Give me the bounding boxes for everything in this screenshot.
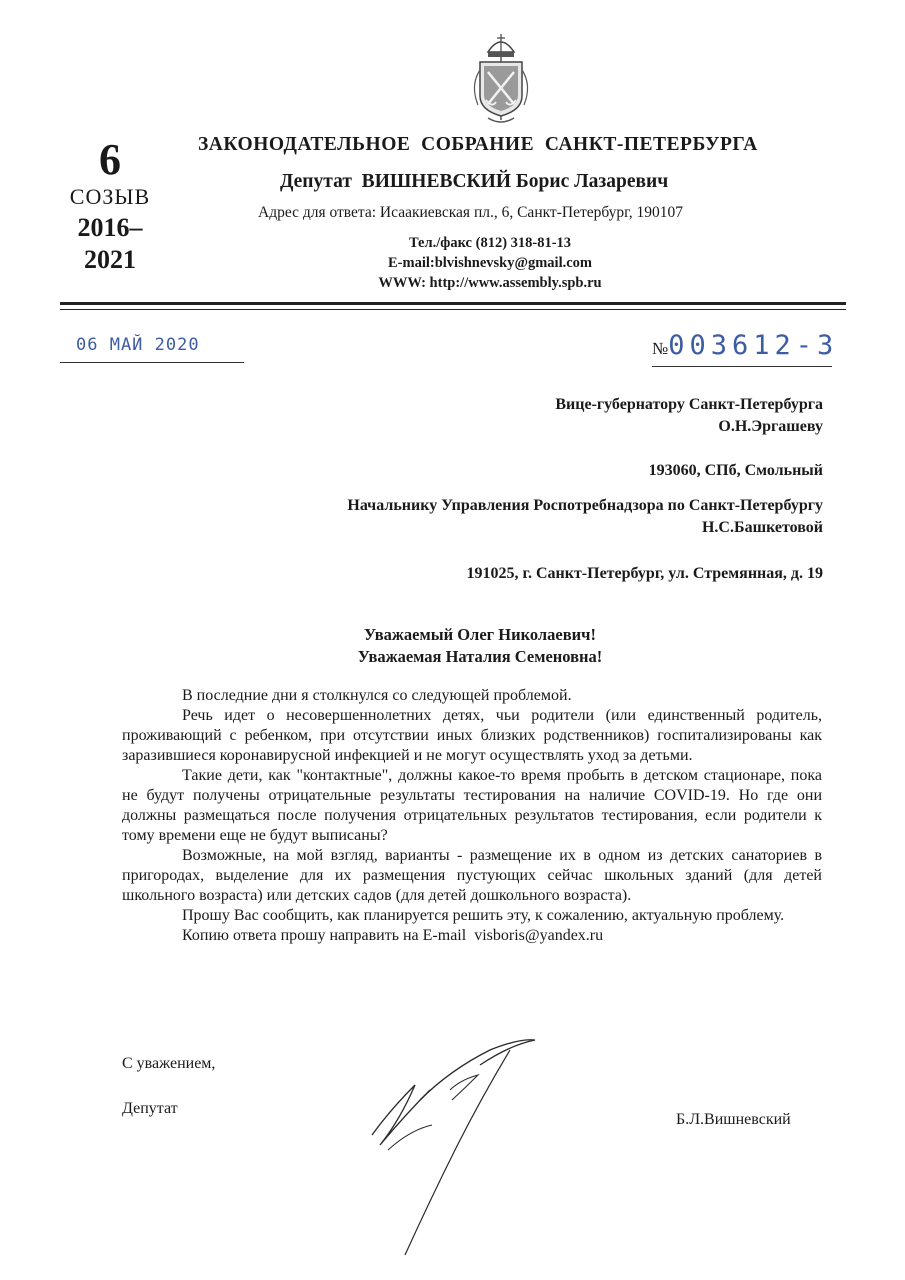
signature-icon (360, 1030, 560, 1270)
number-underline (652, 366, 832, 367)
body-paragraph: Возможные, на мой взгляд, варианты - размещение их в одном из детских санаториев в пригородах, выделение для их размещения пустующих сейчас школьных зданий (для детей школьного возраста) или детских садов (для детей дошкольного возраста). (122, 847, 822, 904)
date-underline (60, 362, 244, 363)
convocation-years-end: 2021 (84, 245, 136, 274)
salutation (290, 624, 670, 668)
salutation-line: Уважаемая Наталия Семеновна! (357, 647, 603, 666)
contact-block (300, 233, 680, 293)
letter-body (122, 686, 822, 946)
salutation-line: Уважаемый Олег Николаевич! (364, 625, 596, 644)
convocation-number: 6 (99, 135, 121, 184)
registration-number (652, 330, 838, 361)
body-paragraph: Копию ответа прошу направить на E-mail visboris@yandex.ru (182, 927, 604, 944)
phone-line: Тел./факс (812) 318-81-13 (408, 235, 572, 251)
number-sign: № (652, 339, 669, 358)
body-paragraph: Речь идет о несовершеннолетних детях, чьи родители (или единственный родитель, проживающий с ребенком, при отсутствии иных близких родственников) госпитализированы как заразившиеся коронавирусной инфекцией и не могут осуществлять уход за детьми. (122, 707, 822, 764)
recipient-title: Начальнику Управления Роспотребнадзора по Санкт-Петербургу (347, 497, 823, 514)
stamp-date: 06 МАЙ 2020 (76, 335, 200, 355)
convocation-years-start: 2016– (77, 213, 143, 242)
body-paragraph: В последние дни я столкнулся со следующей проблемой. (182, 687, 572, 704)
convocation-word: СОЗЫВ (69, 184, 151, 209)
website-line: WWW: http://www.assembly.spb.ru (378, 275, 602, 291)
organization-title: ЗАКОНОДАТЕЛЬНОЕ СОБРАНИЕ САНКТ-ПЕТЕРБУРГА (198, 134, 758, 155)
recipient-rospotrebnadzor (347, 495, 823, 539)
coat-of-arms-icon (466, 30, 536, 130)
header-divider-thick (60, 302, 846, 305)
signer-name: Б.Л.Вишневский (676, 1111, 791, 1128)
recipient-vice-governor (555, 394, 823, 438)
convocation-block (62, 135, 158, 276)
recipient-name: О.Н.Эргашеву (718, 418, 823, 435)
registration-number-value: 003612-3 (668, 330, 839, 361)
recipient-title: Вице-губернатору Санкт-Петербурга (555, 396, 823, 413)
recipient-address: 191025, г. Санкт-Петербург, ул. Стремянная, д. 19 (466, 565, 823, 582)
recipient-name: Н.С.Башкетовой (701, 519, 823, 536)
reply-address: Адрес для ответа: Исаакиевская пл., 6, Санкт-Петербург, 190107 (258, 204, 684, 221)
recipient-address: 193060, СПб, Смольный (648, 462, 823, 479)
closing-phrase: С уважением, (122, 1055, 216, 1072)
signer-role: Депутат (122, 1100, 178, 1117)
body-paragraph: Прошу Вас сообщить, как планируется решить эту, к сожалению, актуальную проблему. (182, 907, 785, 924)
email-line: E-mail:blvishnevsky@gmail.com (387, 255, 592, 271)
deputy-name: Депутат ВИШНЕВСКИЙ Борис Лазаревич (280, 171, 669, 192)
header-divider-thin (60, 309, 846, 310)
body-paragraph: Такие дети, как "контактные", должны какое-то время пробыть в детском стационаре, пока не будут получены отрицательные результаты тестирования на наличие COVID-19. Но где они должны размещаться после получения отрицательных результатов тестирования, если родители к тому времени еще не будут выписаны? (122, 767, 822, 844)
